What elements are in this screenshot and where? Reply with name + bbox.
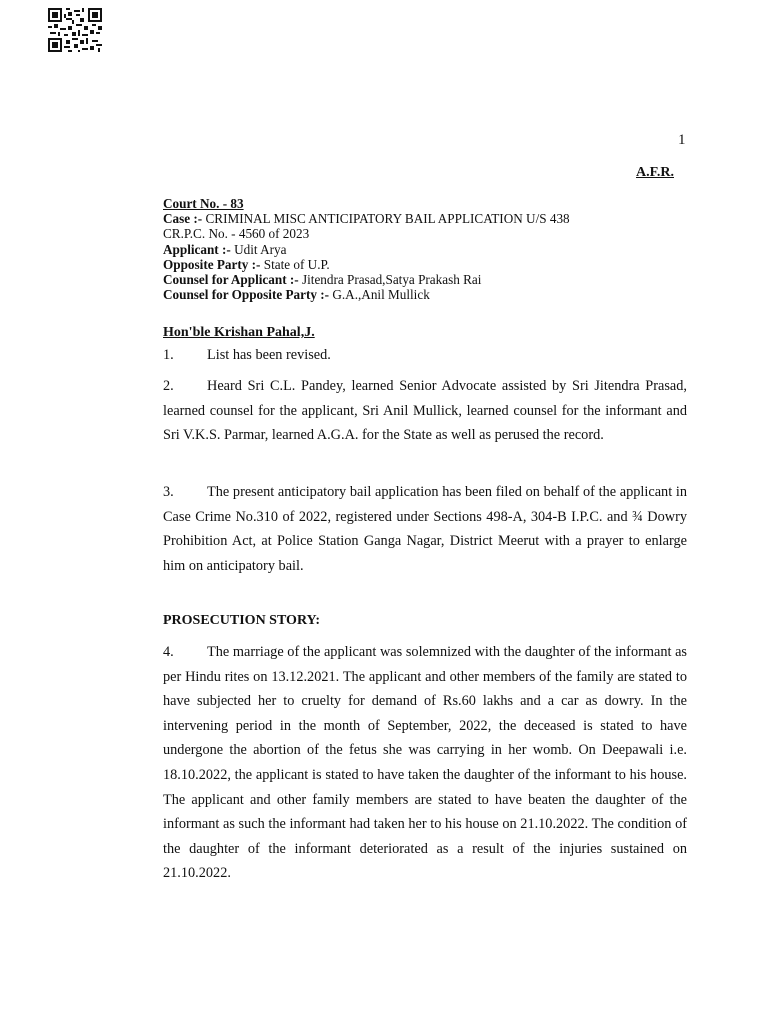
page-number: 1 (678, 132, 686, 148)
case-value: CRIMINAL MISC ANTICIPATORY BAIL APPLICATION U/S 438 (202, 211, 570, 227)
case-label: Case :- (163, 211, 203, 227)
opposite-party-row (163, 257, 703, 272)
qr-code-icon (48, 8, 102, 52)
counsel-applicant-row (163, 272, 703, 287)
afr-marker: A.F.R. (636, 165, 674, 180)
counsel-opposite-label: Counsel for Opposite Party :- (163, 287, 330, 303)
paragraph-text: The marriage of the applicant was solemnized with the daughter of the informant as per Hindu rites on 13.12.2021. The applicant and other members of the family are stated to have subjected her to cruelty for demand of Rs.60 lakhs and a car as dowry. In the intervening period in the month of September, 2022, the deceased is stated to have undergone the abortion of the fetus she was carrying in her womb. On Deepawali i.e. 18.10.2022, the applicant is stated to have taken the daughter of the informant to his house. The applicant and other family members are stated to have beaten the daughter of the informant as such the informant had taken her to his house on 21.10.2022. The condition of the daughter of the informant deteriorated as a result of the injuries sustained on 21.10.2022. (163, 644, 687, 882)
case-number: CR.P.C. No. - 4560 of 2023 (163, 226, 310, 242)
section-heading: PROSECUTION STORY: (163, 613, 321, 628)
counsel-applicant-label: Counsel for Applicant :- (163, 272, 299, 288)
paragraph-text: List has been revised. (207, 347, 331, 363)
court-number: Court No. - 83 (163, 196, 244, 211)
paragraph-number: 3. (163, 484, 174, 500)
paragraph-1 (163, 343, 687, 368)
counsel-opposite-row (163, 287, 703, 302)
paragraph-number: 1. (163, 347, 174, 363)
paragraph-number: 4. (163, 644, 174, 660)
paragraph-4 (163, 640, 687, 886)
court-number-row (163, 196, 703, 211)
counsel-opposite-value: G.A.,Anil Mullick (329, 287, 430, 303)
paragraph-2 (163, 374, 687, 448)
applicant-value: Udit Arya (230, 241, 287, 257)
case-header (163, 196, 703, 302)
opposite-party-label: Opposite Party :- (163, 256, 261, 272)
case-row (163, 211, 703, 226)
paragraph-text: Heard Sri C.L. Pandey, learned Senior Advocate assisted by Sri Jitendra Prasad, learned counsel for the applicant, Sri Anil Mullick, learned counsel for the informant and Sri V.K.S. Parmar, learned A.G.A. for the State as well as perused the record. (163, 378, 687, 444)
paragraph-number: 2. (163, 378, 174, 394)
counsel-applicant-value: Jitendra Prasad,Satya Prakash Rai (298, 272, 482, 288)
applicant-label: Applicant :- (163, 241, 231, 257)
applicant-row (163, 242, 703, 257)
paragraph-3 (163, 480, 687, 578)
judge-name: Hon'ble Krishan Pahal,J. (163, 325, 315, 340)
paragraph-text: The present anticipatory bail application has been filed on behalf of the applicant in Case Crime No.310 of 2022, registered under Sections 498-A, 304-B I.P.C. and ¾ Dowry Prohibition Act, at Police Station Ganga Nagar, District Meerut with a prayer to enlarge him on anticipatory bail. (163, 484, 687, 574)
opposite-party-value: State of U.P. (260, 256, 330, 272)
case-row-continued (163, 226, 703, 241)
